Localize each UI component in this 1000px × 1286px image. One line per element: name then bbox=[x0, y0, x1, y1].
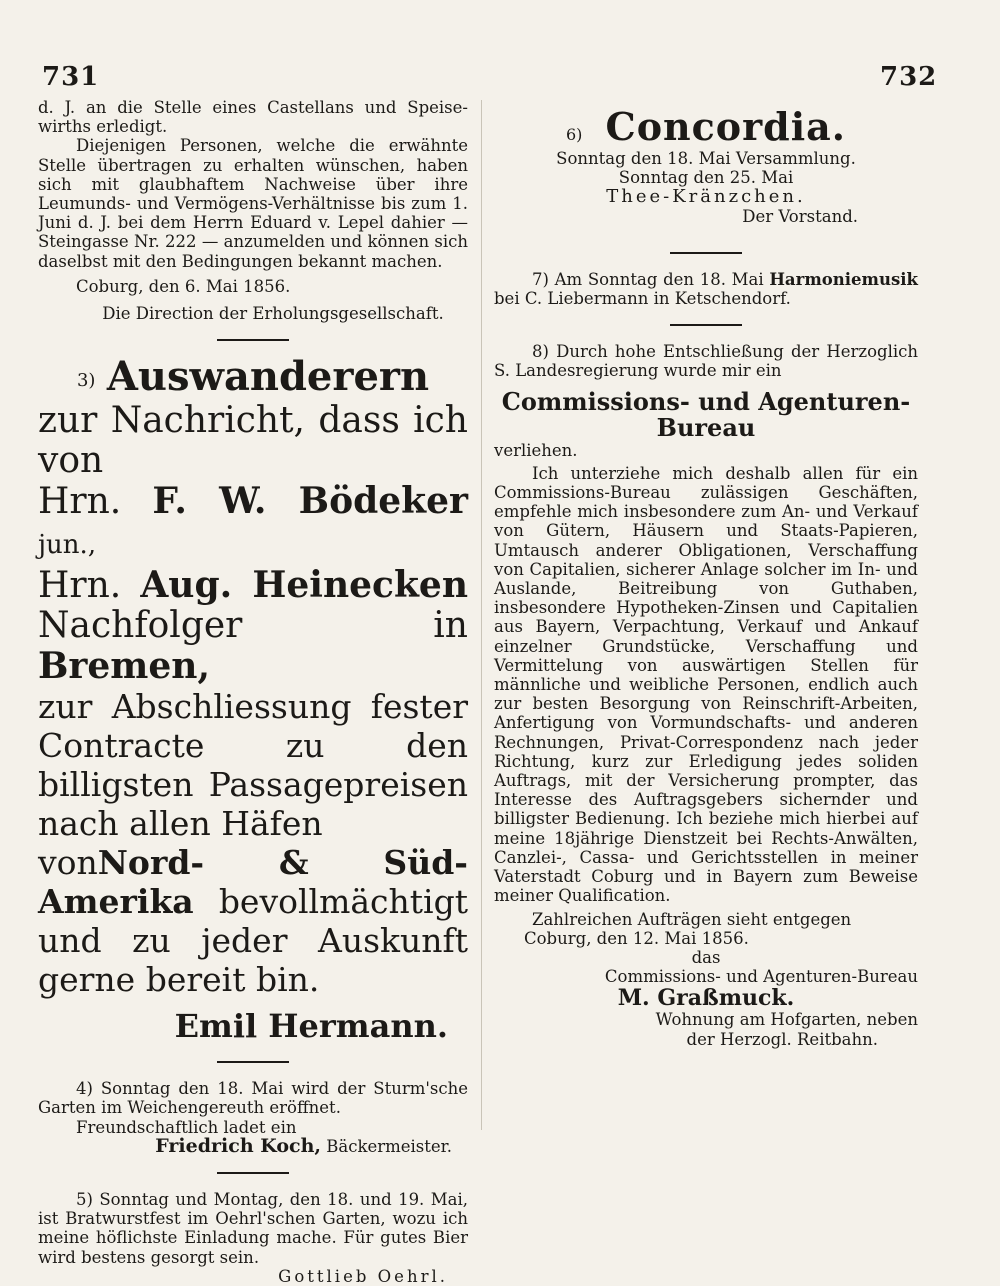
ad-8-commission-bureau bbox=[494, 342, 918, 1049]
ad-agent-name: F. W. Bödeker bbox=[152, 480, 468, 523]
ad-headline: Commissions- und Agenturen- bbox=[501, 386, 911, 416]
ad-destination: Nord- & Süd-Amerika bbox=[38, 843, 468, 922]
ad-signature: Gottlieb Oehrl. bbox=[278, 1266, 448, 1286]
ad-7-harmony-music bbox=[494, 270, 918, 308]
ad-invite: Freundschaftlich ladet ein bbox=[76, 1117, 297, 1137]
ad-body: zur Abschliessung fester Contracte zu den billigsten Passagepreisen nach allen Häfen bbox=[38, 687, 468, 844]
left-column bbox=[38, 98, 468, 1286]
ad-3-emigrants bbox=[38, 353, 468, 1046]
right-column bbox=[494, 98, 918, 1049]
ad-line: zur Nachricht, dass ich von bbox=[38, 400, 468, 482]
ad-signature: Friedrich Koch, bbox=[155, 1134, 322, 1157]
ad-signature-role: Bäckermeister. bbox=[326, 1136, 452, 1156]
ad-bureau-name: Commissions- und Agenturen-Bureau bbox=[604, 967, 918, 987]
ad-line: verliehen. bbox=[494, 440, 578, 460]
ad-line: Sonntag den 18. Mai Versammlung. bbox=[556, 149, 856, 168]
ad-date: Coburg, den 12. Mai 1856. bbox=[524, 928, 749, 948]
separator-rule bbox=[217, 1061, 289, 1063]
ad-signature: Emil Hermann. bbox=[174, 1007, 448, 1046]
ad-body: 5) Sonntag und Montag, den 18. und 19. Mai, ist Bratwurstfest im Oehrl'schen Garten, wozu ich meine höflichste Einladung mache. Für gutes Bier wird bestens gesorgt sein. bbox=[38, 1190, 468, 1267]
ad-headline: Auswanderern bbox=[106, 353, 430, 401]
ad-address: der Herzogl. Reitbahn. bbox=[686, 1029, 878, 1049]
page-number-right: 732 bbox=[880, 62, 938, 92]
ad-line: 7) Am Sonntag den 18. Mai bbox=[532, 269, 764, 289]
separator-rule bbox=[217, 1172, 289, 1174]
column-divider bbox=[481, 100, 482, 1130]
ad-line: bei C. Liebermann in Ketschendorf. bbox=[494, 289, 791, 309]
notice-body: Diejenigen Personen, welche die erwähnte Stelle übertragen zu erhalten wünschen, haben sich mit glaubhaftem Nachweise über ihre Leumunds- und Vermögens-Verhältnisse bis zum 1. Juni d. J. bei dem Herrn Eduard v. Lepel dahier — Steingasse Nr. 222 — anzumelden und können sich daselbst mit den Bedingungen bekannt machen. bbox=[38, 136, 468, 271]
ad-event: Thee-Kränzchen. bbox=[606, 186, 806, 208]
ad-keyword: Harmoniemusik bbox=[769, 269, 918, 289]
ad-5-bratwurst bbox=[38, 1190, 468, 1286]
ad-4-garden-opening bbox=[38, 1079, 468, 1156]
ad-line: Hrn. bbox=[38, 481, 122, 523]
ad-headline: Concordia. bbox=[605, 104, 847, 149]
separator-rule bbox=[670, 252, 742, 254]
ad-headline: Bureau bbox=[656, 412, 756, 442]
ad-signature: Der Vorstand. bbox=[742, 206, 858, 226]
notice-date: Coburg, den 6. Mai 1856. bbox=[76, 276, 291, 296]
ad-line: Sonntag den 25. Mai bbox=[618, 168, 794, 188]
ad-line: das bbox=[691, 947, 721, 967]
ad-line: von bbox=[38, 843, 98, 883]
separator-rule bbox=[670, 324, 742, 326]
separator-rule bbox=[217, 339, 289, 341]
notice-signature: Die Direction der Erholungsgesellschaft. bbox=[102, 304, 444, 324]
ad-line: jun., bbox=[38, 530, 97, 561]
ad-body: 4) Sonntag den 18. Mai wird der Sturm'sche Garten im Weichengereuth eröffnet. bbox=[38, 1079, 468, 1118]
ad-number: 6) bbox=[565, 125, 583, 144]
ad-body: bevollmächtigt und zu jeder Auskunft gerne bereit bin. bbox=[38, 882, 468, 1000]
ad-6-concordia bbox=[494, 104, 918, 226]
notice-continuation: d. J. an die Stelle eines Castellans und Speisewirths erledigt. bbox=[38, 98, 468, 137]
ad-line: Hrn. bbox=[38, 565, 122, 607]
ad-intro: 8) Durch hohe Entschließung der Herzoglich S. Landesregierung wurde mir ein bbox=[494, 342, 918, 381]
ad-line: Nachfolger in bbox=[38, 605, 468, 647]
ad-closing: Zahlreichen Aufträgen sieht entgegen bbox=[532, 909, 852, 929]
ad-city: Bremen, bbox=[38, 645, 211, 688]
ad-number: 3) bbox=[76, 370, 96, 392]
ad-body: Ich unterziehe mich deshalb allen für ein Commissions-Bureau zulässigen Geschäften, empfehle mich insbesondere zum An- und Verkauf von Gütern, Häusern und Staats-Papieren, Umtausch anderer Obligationen, Verschaffung von Capitalien, sicherer Anlage solcher im In- und Auslande, Beitreibung von Guthaben, insbesondere Hypotheken-Zinsen und Capitalien aus Bayern, Verpachtung, Verkauf und Ankauf einzelner Grundstücke, Verschaffung und Vermittelung von auswärtigen Stellen für männliche und weibliche Personen, endlich auch zur besten Besorgung von Reinschrift-Arbeiten, Anfertigung von Vormundschafts- und anderen Rechnungen, Privat-Correspondenz nach jeder Richtung, kurz zur Erledigung jedes soliden Auftrags, mit der Versicherung prompter, das Interesse des Auftragsgebers sichernder und billigster Bedienung. Ich beziehe mich hierbei auf meine 18jährige Dienstzeit bei Rechts-Anwälten, Canzlei-, Cassa- und Gerichtsstellen in meiner Vaterstadt Coburg und in Bayern zum Beweise meiner Qualification. bbox=[494, 463, 918, 906]
ad-address: Wohnung am Hofgarten, neben bbox=[655, 1010, 918, 1030]
ad-agent-name: Aug. Heinecken bbox=[140, 564, 468, 607]
page-number-left: 731 bbox=[42, 62, 100, 92]
ad-signature: M. Graßmuck. bbox=[617, 985, 795, 1012]
